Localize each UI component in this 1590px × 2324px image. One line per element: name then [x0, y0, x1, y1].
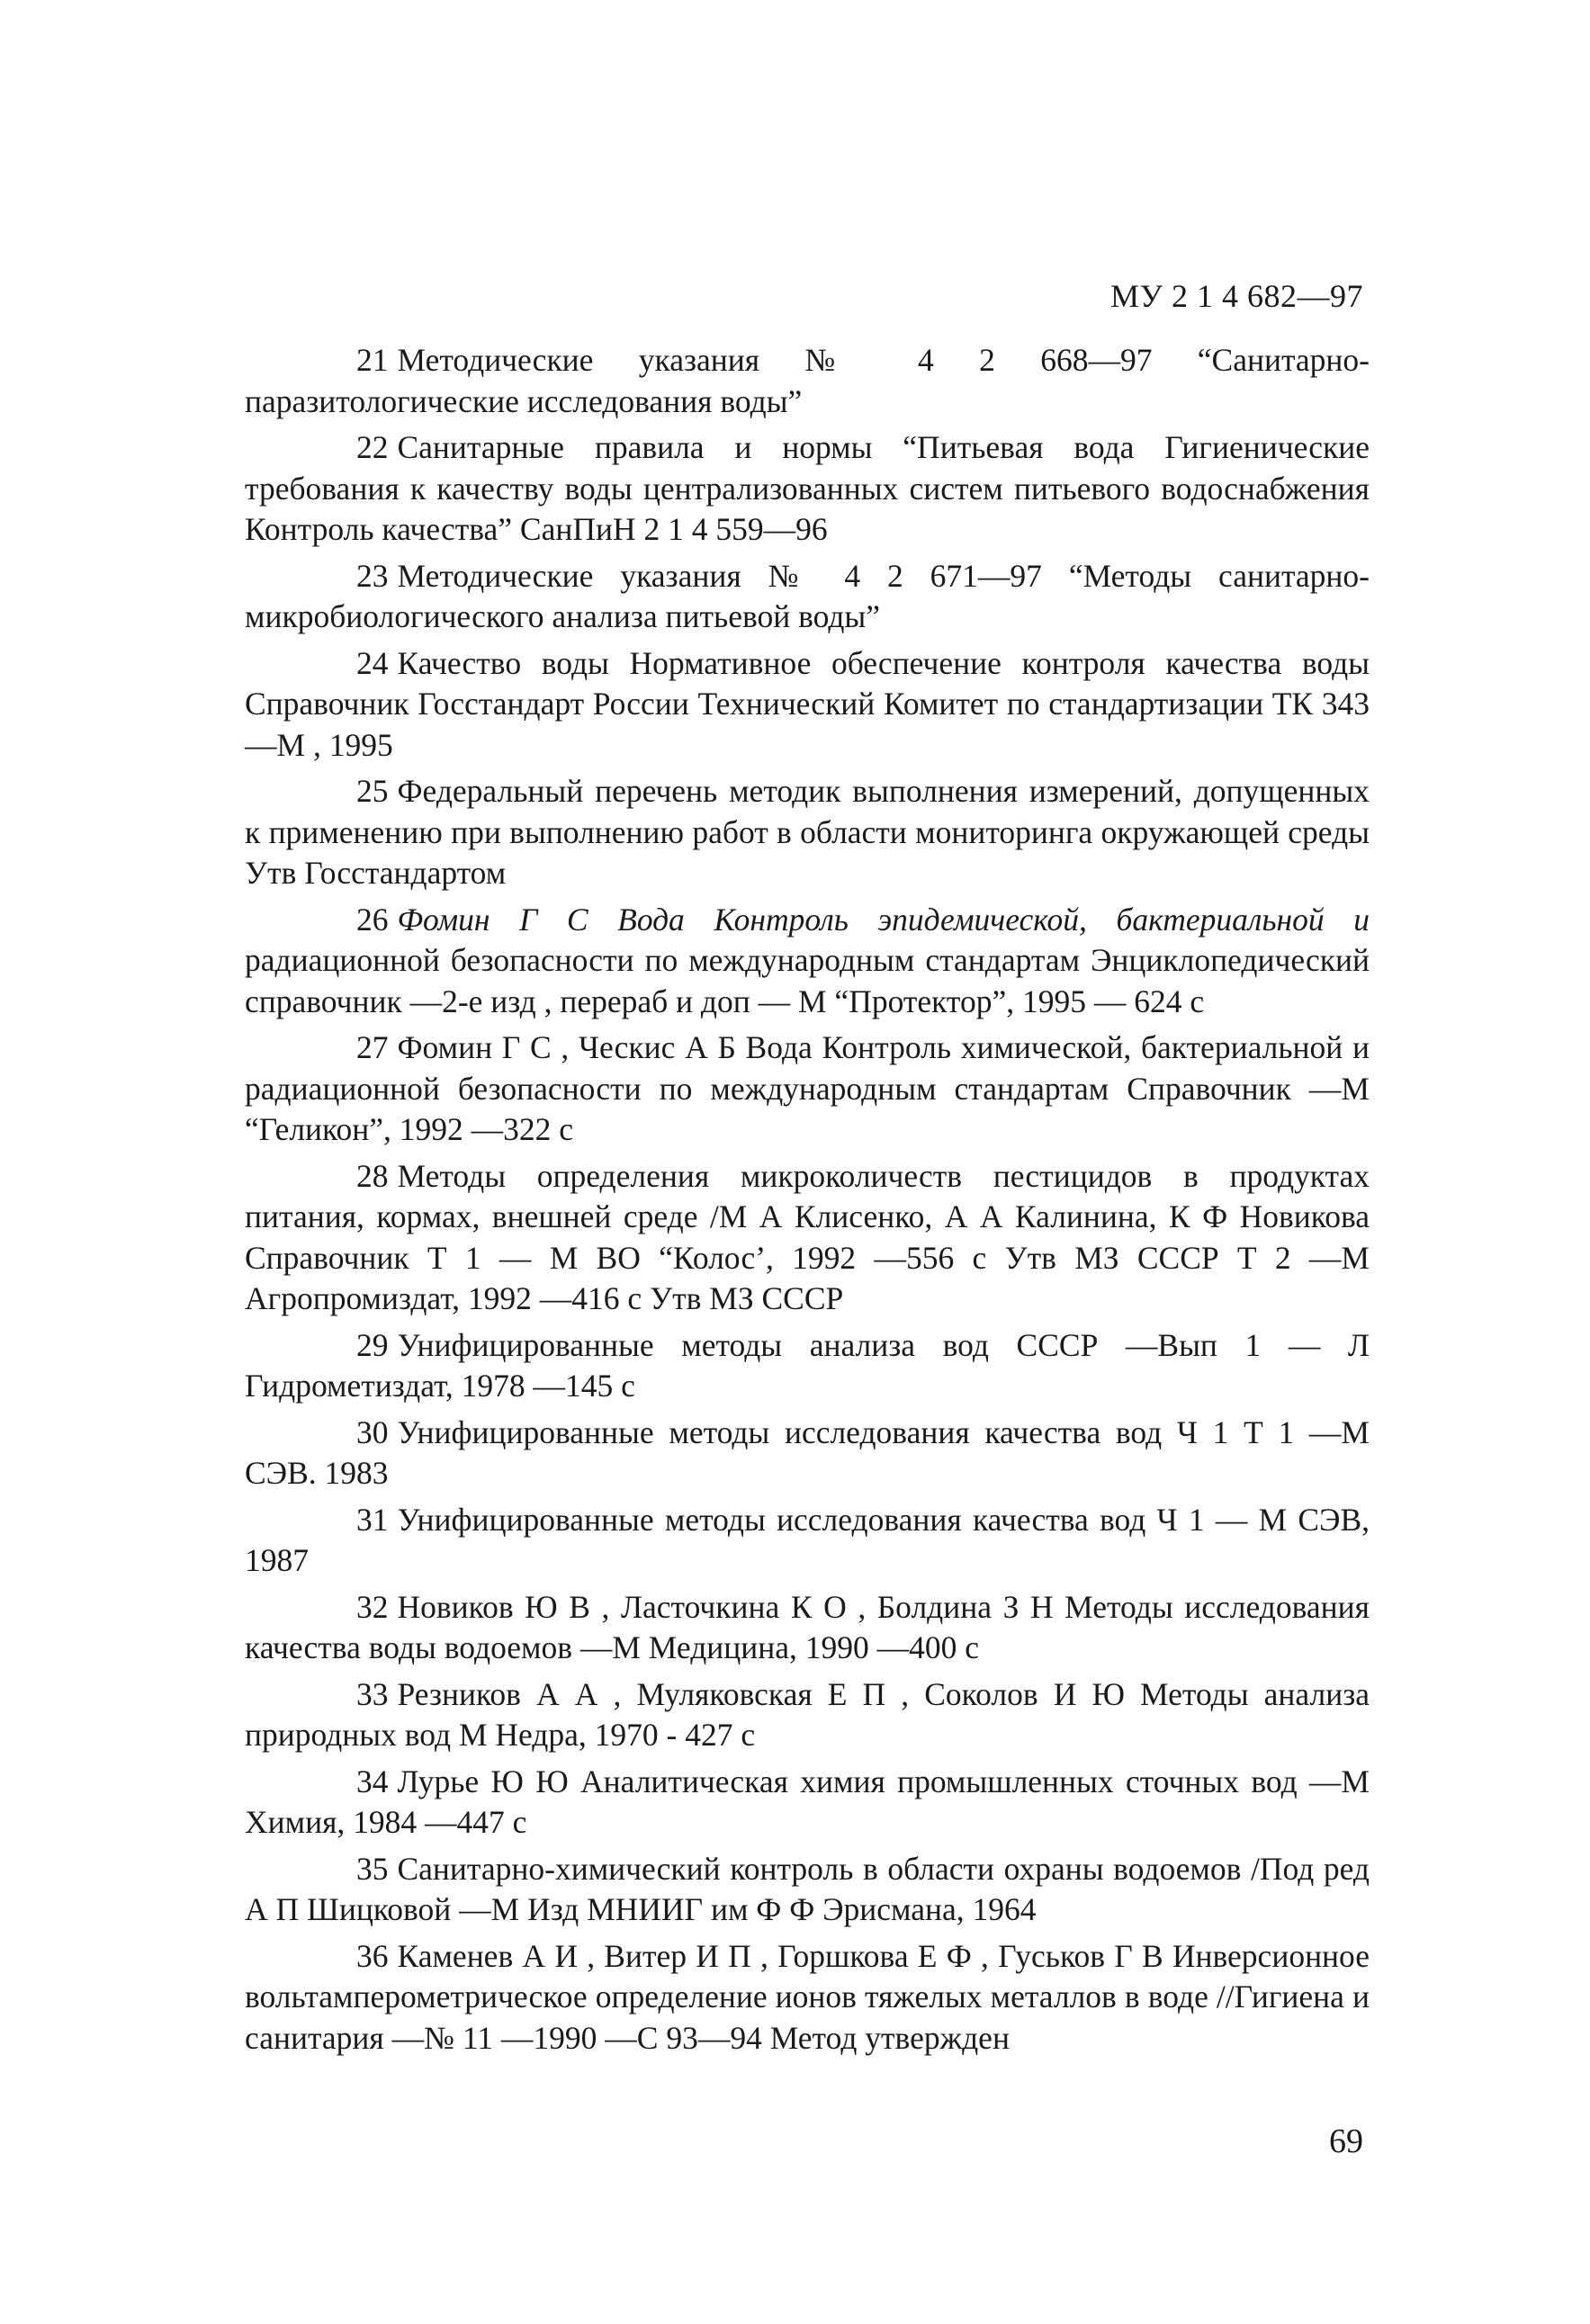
page-number: 69 [1329, 2122, 1363, 2160]
reference-item [245, 1674, 1370, 1756]
reference-number: 27 [356, 1029, 389, 1065]
reference-item [245, 1156, 1370, 1320]
reference-text: Методы определения микроколичеств пестицидов в продуктах питания, кормах, внешней среде /М А Клисенко, А А Калинина, К Ф Новикова Справочник Т 1 — М ВО “Колос’, 1992 —556 с Утв МЗ СССР Т 2 —М Агропромиздат, 1992 —416 с Утв МЗ СССР [245, 1157, 1370, 1316]
reference-item [245, 556, 1370, 638]
reference-number: 28 [356, 1157, 389, 1194]
reference-text: Фомин Г С , Ческис А Б Вода Контроль химической, бактериальной и радиационной безопасности по международным стандартам Справочник —М “Геликон”, 1992 —322 с [245, 1029, 1370, 1147]
reference-list [245, 340, 1370, 2064]
reference-text: Методические указания № 4 2 668—97 “Санитарно-паразитологические исследования воды” [245, 342, 1370, 419]
reference-text: Резников А А , Муляковская Е П , Соколов И Ю Методы анализа природных вод М Недра, 1970 - 427 с [245, 1675, 1370, 1753]
reference-text: Санитарно-химический контроль в области охраны водоемов /Под ред А П Шицковой —М Изд МНИИГ им Ф Ф Эрисмана, 1964 [245, 1850, 1370, 1927]
reference-italic-lead: Фомин Г С Вода Контроль эпидемической, бактериальной и [397, 901, 1370, 938]
reference-item [245, 1936, 1370, 2059]
reference-number: 29 [356, 1326, 389, 1363]
reference-item [245, 1500, 1370, 1582]
reference-text: Унифицированные методы анализа вод СССР —Вып 1 — Л Гидрометиздат, 1978 —145 с [245, 1326, 1370, 1404]
reference-number: 21 [356, 342, 389, 378]
reference-number: 24 [356, 644, 389, 681]
reference-text: Методические указания № 4 2 671—97 “Методы санитарно-микробиологического анализа питьевой воды” [245, 557, 1370, 634]
reference-number: 25 [356, 773, 389, 809]
reference-text: Федеральный перечень методик выполнения измерений, допущенных к применению при выполнению работ в области мониторинга окружающей среды Утв Госстандартом [245, 773, 1370, 891]
reference-item [245, 771, 1370, 894]
reference-item [245, 643, 1370, 767]
reference-item [245, 427, 1370, 551]
reference-text: Качество воды Нормативное обеспечение контроля качества воды Справочник Госстандарт России Технический Комитет по стандартизации ТК 343 —М , 1995 [245, 644, 1370, 763]
reference-text: Санитарные правила и нормы “Питьевая вода Гигиенические требования к качеству воды централизованных систем питьевого водоснабжения Контроль качества” СанПиН 2 1 4 559—96 [245, 429, 1370, 547]
reference-item [245, 1849, 1370, 1931]
reference-text: радиационной безопасности по международным стандартам Энциклопедический справочник —2-е изд , перераб и доп — М “Протектор”, 1995 — 624 с [245, 942, 1370, 1019]
document-code-header: МУ 2 1 4 682—97 [1110, 278, 1363, 314]
reference-number: 23 [356, 557, 389, 594]
reference-number: 32 [356, 1588, 389, 1625]
reference-number: 36 [356, 1937, 389, 1974]
reference-number: 31 [356, 1501, 389, 1538]
reference-number: 26 [356, 901, 389, 938]
reference-number: 34 [356, 1763, 389, 1799]
reference-number: 30 [356, 1413, 389, 1450]
reference-text: Лурье Ю Ю Аналитическая химия промышленных сточных вод —М Химия, 1984 —447 с [245, 1763, 1370, 1840]
reference-number: 35 [356, 1850, 389, 1887]
reference-text: Каменев А И , Витер И П , Горшкова Е Ф , Гуськов Г В Инверсионное вольтамперометрическое определение ионов тяжелых металлов в воде //Гигиена и санитария —№ 11 —1990 —С 93—94 Метод утвержден [245, 1937, 1370, 2056]
reference-item [245, 1325, 1370, 1407]
reference-item [245, 1762, 1370, 1844]
reference-item [245, 1413, 1370, 1494]
reference-number: 33 [356, 1675, 389, 1712]
reference-text: Унифицированные методы исследования качества вод Ч 1 Т 1 —М СЭВ. 1983 [245, 1413, 1370, 1491]
reference-item [245, 1587, 1370, 1669]
reference-text: Новиков Ю В , Ласточкина К О , Болдина З Н Методы исследования качества воды водоемов —М Медицина, 1990 —400 с [245, 1588, 1370, 1665]
reference-text: Унифицированные методы исследования качества вод Ч 1 — М СЭВ, 1987 [245, 1501, 1370, 1578]
reference-item [245, 900, 1370, 1023]
reference-number: 22 [356, 429, 389, 465]
reference-item [245, 1027, 1370, 1151]
reference-item [245, 340, 1370, 422]
